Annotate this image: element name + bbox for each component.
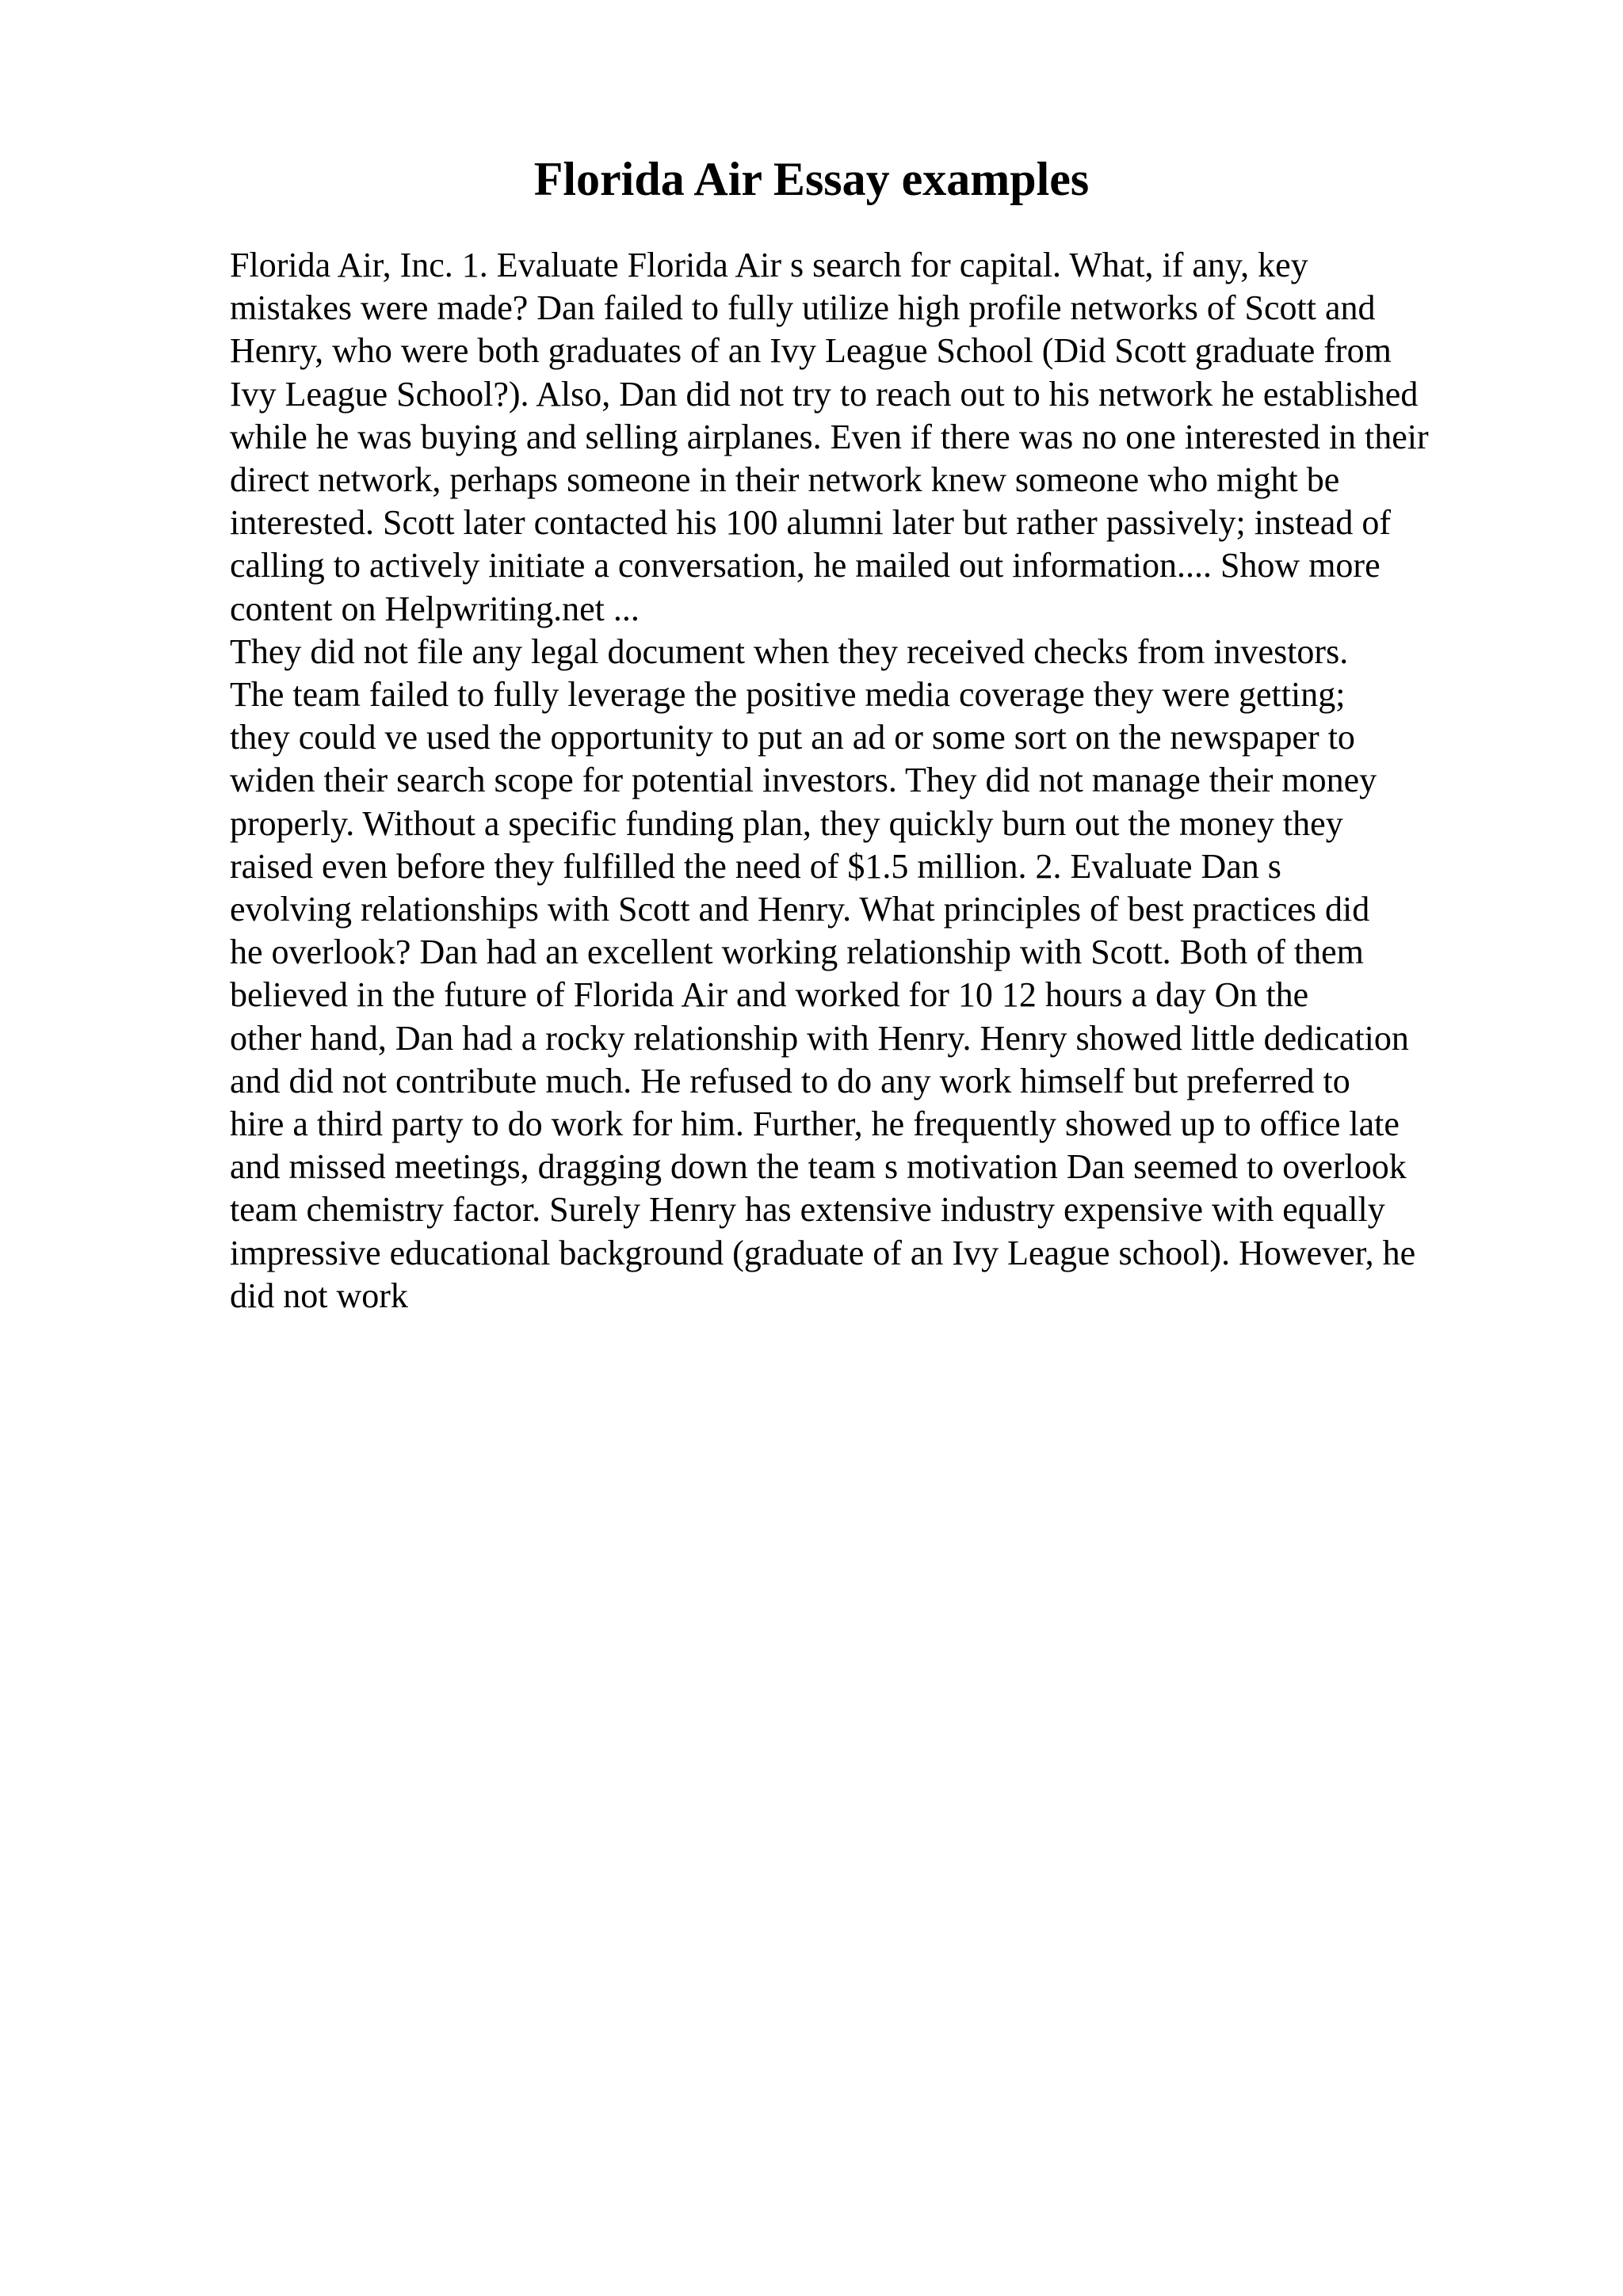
- body-line: widen their search scope for potential investors. They did not manage their money: [230, 761, 1377, 800]
- document-title: Florida Air Essay examples: [533, 153, 1090, 205]
- body-line: raised even before they fulfilled the need of $1.5 million. 2. Evaluate Dan s: [230, 846, 1281, 886]
- body-line: evolving relationships with Scott and Henry. What principles of best practices did: [230, 890, 1370, 929]
- body-line: and did not contribute much. He refused to do any work himself but preferred to: [230, 1061, 1350, 1100]
- body-line: Ivy League School?). Also, Dan did not try to reach out to his network he established: [230, 374, 1419, 414]
- body-line: while he was buying and selling airplanes. Even if there was no one interested in their: [230, 417, 1429, 456]
- body-line: properly. Without a specific funding plan, they quickly burn out the money they: [230, 803, 1343, 843]
- body-line: hire a third party to do work for him. Further, he frequently showed up to office late: [230, 1104, 1400, 1144]
- document-body: [230, 244, 1514, 1318]
- body-line: calling to actively initiate a conversation, he mailed out information.... Show more: [230, 546, 1381, 585]
- body-line: they could ve used the opportunity to put an ad or some sort on the newspaper to: [230, 718, 1355, 757]
- body-line: Florida Air, Inc. 1. Evaluate Florida Air s search for capital. What, if any, key: [230, 246, 1308, 284]
- body-line: impressive educational background (graduate of an Ivy League school). However, he: [230, 1233, 1416, 1272]
- body-line: content on Helpwriting.net ...: [230, 589, 640, 628]
- body-line: interested. Scott later contacted his 100 alumni later but rather passively; instead of: [230, 503, 1391, 543]
- body-line: did not work: [230, 1276, 408, 1315]
- body-line: other hand, Dan had a rocky relationship with Henry. Henry showed little dedication: [230, 1018, 1409, 1058]
- body-line: mistakes were made? Dan failed to fully utilize high profile networks of Scott and: [230, 288, 1376, 328]
- body-line: They did not file any legal document when they received checks from investors.: [230, 631, 1349, 671]
- body-line: direct network, perhaps someone in their network knew someone who might be: [230, 460, 1340, 500]
- body-line: and missed meetings, dragging down the team s motivation Dan seemed to overlook: [230, 1147, 1407, 1187]
- body-line: team chemistry factor. Surely Henry has extensive industry expensive with equally: [230, 1190, 1385, 1230]
- body-line: Henry, who were both graduates of an Ivy League School (Did Scott graduate from: [230, 331, 1392, 371]
- body-line: The team failed to fully leverage the positive media coverage they were getting;: [230, 675, 1346, 715]
- body-line: he overlook? Dan had an excellent working relationship with Scott. Both of them: [230, 933, 1364, 972]
- body-line: believed in the future of Florida Air and worked for 10 12 hours a day On the: [230, 975, 1309, 1015]
